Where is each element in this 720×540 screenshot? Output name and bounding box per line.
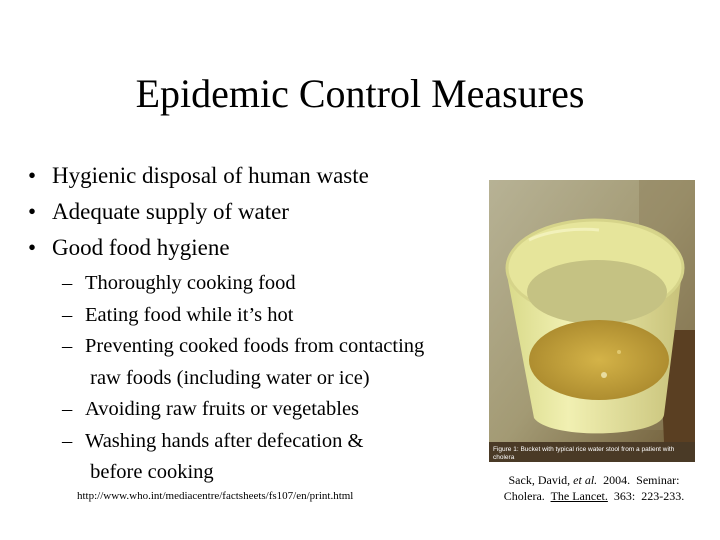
bullet-item: • Adequate supply of water (28, 194, 369, 230)
sub-bullet-item: – Preventing cooked foods from contacting raw foods (including water or ice) (62, 331, 424, 394)
bullet-item: • Good food hygiene (28, 230, 369, 266)
sub-bullet-item: – Thoroughly cooking food (62, 268, 424, 300)
citation-et-al: et al. (573, 473, 598, 487)
bucket-photo (489, 180, 695, 462)
bullet-list (28, 158, 369, 266)
citation-authors: Sack, David, (508, 473, 574, 487)
source-url: http://www.who.int/mediacentre/factsheets/fs107/en/print.html (77, 490, 354, 502)
bucket-photo-illustration (489, 180, 695, 462)
citation-line-1 (488, 472, 700, 488)
photo-caption: Figure 1: Bucket with typical rice water stool from a patient with cholera (493, 446, 675, 461)
sub-bullet-item: – Eating food while it’s hot (62, 300, 424, 332)
citation (488, 472, 700, 504)
citation-pages: 363: 223-233. (607, 489, 685, 503)
bullet-item: • Hygienic disposal of human waste (28, 158, 369, 194)
slide-title: Epidemic Control Measures (135, 71, 585, 116)
citation-year-title: 2004. Seminar: (597, 473, 680, 487)
sub-bullet-item: – Avoiding raw fruits or vegetables (62, 394, 424, 426)
citation-line-2 (488, 488, 700, 504)
citation-journal: The Lancet. (550, 489, 608, 503)
citation-topic: Cholera. (503, 489, 551, 503)
sub-bullet-item: – Washing hands after defecation & before cooking (62, 426, 424, 489)
sub-bullet-list (62, 268, 424, 489)
